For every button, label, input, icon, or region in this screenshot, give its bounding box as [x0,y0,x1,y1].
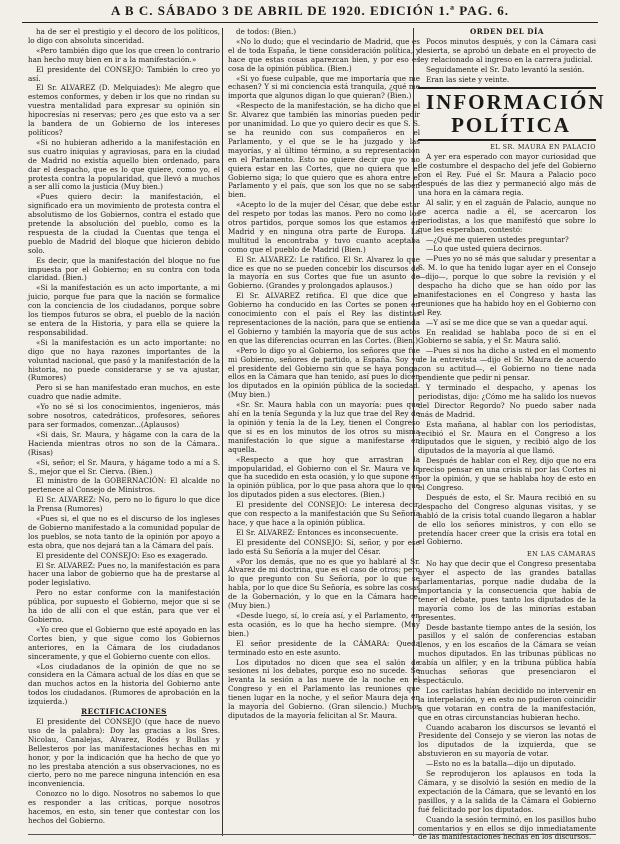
orden-del-dia-body [418,38,596,85]
column-divider-1 [222,28,223,836]
paragraph: Al salir, y en el zaguán de Palacio, aunque no se acerca nadie a él, se acercaron los periodistas, a los que manifestó que sobre lo que les esperaban, contestó: [418,197,596,234]
orden-del-dia-title: ORDEN DEL DÍA [470,27,544,36]
paragraph: «Respecto de la manifestación, se ha dicho que el Sr. Alvarez que también las minorías pueden pedir por unanimidad. Lo que yo quiero decir es que S. S. se ha reunido con sus compañeros en el Parlamento, y el que se le ha juzgado y las mayorías, y al último término, a su representación en el Parlamento. Esto no quiere decir que yo no quiera estar en las Cortes, que no quiera que el Gobierno siga; lo que quiero que es ahora entre el Parlamento y el país, que son los que no se saben bien. [228,101,420,200]
paragraph: El presidente del CONSEJO: Eso es exagerado. [36,550,208,560]
paragraph: Cuando acabaron los discursos se levantó el Presidente del Consejo y se vieron las notas de los diputados de la izquierda, que se abstuvieron en su mayoría de votar. [418,722,596,759]
paragraph: «Si la manifestación es un acto importante: no digo que no haya razones importantes de la voluntad nacional, que pasó y la manifestación de la historia, no puede considerarse y se va ajustar, (Rumores) [28,337,220,383]
paragraph: Pero si se han manifestado eran muchos, en este cuadro que nadie admite. [28,383,220,402]
paragraph: —¿Qué me quieren ustedes preguntar? [426,234,569,244]
paragraph: Los diputados no dicen que sea el salón de sesiones ni los debates, porque eso no sucede. Se levanta la sesión a las nueve de la noche en el Congreso y en el Parlamento las reuniones que tienen lugar en la noche, y el señor Maura deja en la mayoría del Gobierno. (Gran silencio.) Muchos diputados de la mayoría felicitan al Sr. Maura. [228,657,420,720]
maura-section-body [418,153,596,547]
paragraph: «Si yo fuese culpable, que me importaría que me echasen? Y si mi conciencia está tranquila, ¿qué me importa que algunos digan lo que quieran? (Bien.) [228,73,420,101]
paragraph: Seguidamente el Sr. Dato levantó la sesión. [426,64,585,74]
maura-section-label: EL SR. MAURA EN PALACIO [490,143,596,152]
paragraph: Después de hablar con el Rey, dijo que no era preciso pensar en una crisis ni por las Cortes ni por la opinión, y que se hablaba hoy de esto en el Congreso. [418,456,596,492]
section-rule-bottom [418,139,596,141]
page-header: A B C. SÁBADO 3 DE ABRIL DE 1920. EDICIÓN 1.ª PAG. 6. [111,3,509,18]
paragraph: Conozco no lo digo. Nosotros no sabemos lo que es responder a las críticas, porque nosotros hacemos, en esto, sin tener que contestar con los hechos del Gobierno. [28,789,220,825]
paragraph: ha de ser el prestigio y el decoro de los políticos, lo digo con absoluta sinceridad. [28,27,220,45]
paragraph: El presidente del CONSEJO (que hace de nuevo uso de la palabra): Doy las gracias a los Sres. Nicolau, Canalejas, Alvarez, Rodés y Bullas y Bellesteros por las manifestaciones hechas en mi honor, y por la indicación que ha hecho de que yo no les prestaba atención a sus observaciones, no es cierto, pero no me parece ninguna intención en esa inconveniencia. [28,716,220,789]
paragraph: A yer era esperado con mayor curiosidad que de costumbre el despacho del jefe del Gobierno con el Rey. Fué el Sr. Maura a Palacio poco después de las diez y permaneció algo más de una hora en la cámara regia. [418,152,596,197]
column-middle-body [228,28,420,721]
paragraph: El Sr. ALVAREZ: No, pero no lo figuro lo que dice la Prensa (Rumores) [28,495,220,514]
paragraph: El Sr. ALVAREZ: Pues no, la manifestación es para hacer una labor de gobierno que ha de prestarse al poder legislativo. [28,560,220,588]
paragraph: El ministro de la GOBERNACIÓN: El alcalde no pertenece al Consejo de Ministros. [28,476,220,495]
column-right [418,27,606,842]
bottom-rule [28,834,596,835]
paragraph: Desde bastante tiempo antes de la sesión, los pasillos y el salón de conferencias estaban llenos, y en los escaños de la Cámara se veían muchos diputados. En las tribunas públicas no cabía un alfiler, y en la tribuna pública había muchas señoras que presenciaron el espectáculo. [418,622,596,685]
paragraph: El señor presidente de la CÁMARA: Queda terminado esto en este asunto. [228,638,420,657]
paragraph: —Lo que usted quiera decirnos. [426,244,543,254]
column-divider-2 [413,28,414,836]
section-rule-top [418,87,596,89]
paragraph: Esta mañana, al hablar con los periodistas, recibió el Sr. Maura en el Congreso a los diputados que le siguen, y recibió algo de los diputados de la mayoría al que llamó. [418,419,596,456]
paragraph: —Esto no es la batalla—dijo un diputado. [426,759,576,769]
paragraph: «Si no hubieran adherido a la manifestación en sus cuatro iniquias y agraviosas, para en la ciudad de Madrid no existía aquello bien ordenado, para dar el despacho, que es lo que quiere, como yo, el protesta contra la popularidad, que llevó a muchos a ser allí como la justicia (Muy bien.) [28,137,220,192]
paragraph: Los carlistas habían decidido no intervenir en la interpelación, y en esto no pudieron coincidir a que votaran en contra de la manifestación, que en otras circunstancias hubieran hecho. [418,685,596,722]
camaras-section-label: EN LAS CÁMARAS [526,550,596,559]
paragraph: «Si, señor; el Sr. Maura, y hágame todo a mí a S. S., mejor que el Sr. Cierva. (Bien.) [28,457,220,476]
paragraph: «Si dais, Sr. Maura, y hágame con la cara de la Hacienda mientras otros no son de la Cámara..(Risas) [28,429,220,457]
paragraph: Se reprodujeron los aplausos en toda la Cámara, y se disolvió la sesión en medio de la expectación de la Cámara, que se levantó en los pasillos, y a la salida de la Cámara el Gobierno fué felicitado por los diputados. [418,769,596,814]
paragraph: —Pues yo no sé más que saludar y presentar a S. M. lo que ha tenido lugar ayer en el Consejo—dijo—, porque lo que sobre la revisión y el despacho ha dicho que se han oído por las manifestaciones en el Congreso y hasta las reuniones que ha habido hoy en el Gobierno con el Rey. [418,254,596,317]
paragraph: —Pues si nos ha dicho a usted en el momento de la entrevista —dijo el Sr. Maura de acuerdo con su actitud—, el Gobierno no tiene nada pendiente que pedir ni pensar. [418,346,596,383]
column-left [28,28,220,836]
paragraph: El presidente del CONSEJO: Le interesa decir, que con respecto a la manifestación que Su Señoría hace, y que hace a la opinión pública. [228,500,420,527]
paragraph: «Pues si, el que no es el discurso de los ingleses de Gobierno manifestado a la comunidad popular de los pueblos, se nota tanto de la opinión por apoyo a esta obra, que nos dejará tan a la Cámara del país. [28,514,220,550]
paragraph: Después de esto, el Sr. Maura recibió en su despacho del Congreso algunas visitas, y se habló de la crisis total cuando llegaron a hablar de ello los señores ministros, y con ello se pretendía hacer creer que la crisis era total en el Gobierno. [418,492,596,547]
paragraph: «Acepto lo de la mujer del César, que debe estar del respeto por todas las manos. Pero no como los otros partidos, porque somos los que estamos en Madrid y en ninguna otra parte de Europa. La multitud la encontraba y tuvo cuanto aceptaba como que el pueblo de Madrid (Bien.) [228,200,420,254]
informacion-title: INFORMACIÓN [426,90,606,115]
paragraph: «No lo dudo; que el vecindario de Madrid, que es el de toda España, le tiene consideración política, y hace que estas cosas aparezcan bien, y por eso es cosa de la opinión pública. (Bien.) [228,36,420,73]
paragraph: «Por los demás, que no es que yo hablaré al Sr. Alvarez de mi doctrina, que es el caso de otros; pero lo que pregunto con Su Señoría, por lo que se habla, por lo que dice Su Señoría, es sobre las cosas de la Gobernación, y lo que en la Cámara hace. (Muy bien.) [228,556,420,611]
paragraph: «Si la manifestación es un acto importante, a mi juicio, porque fue para que la nación se formalice con la conciencia de los ciudadanos, porque sobre los tiempos futuros se obra, el pueblo de la nación se entera de la Historia, y para ella se quiere la responsabilidad. [28,283,220,337]
paragraph: El Sr. ALVAREZ: Entonces es inconsecuente. [236,527,399,537]
rectificaciones-body [28,718,220,826]
paragraph: de todos: (Bien.) [236,27,297,36]
paragraph: «Los ciudadanos de la opinión de que no se considera en la Cámara actual de los días en que se dan muchos actos en la historia del Gobierno ante todos los ciudadanos. (Rumores de aprobación en la izquierda.) [28,661,220,707]
paragraph: Pero no estar conforme con la manifestación pública, por supuesto el Gobierno, mejor que si se ha ido de allí con el que están, para que ver el Gobierno. [28,588,220,624]
camaras-section-body [418,560,596,842]
paragraph: Eran las siete y veinte. [426,74,510,84]
paragraph: «Sr. Sr. Maura habla con un mayoría: pues que ahí en la tenía Segunda y la luz que trae del Rey de la opinión y tenía la de la Ley, tienen el Congreso que si es en los minutos de los otros su misma manifestación lo que sigue a manifestarse en aquella. [228,400,420,454]
paragraph: Pocos minutos después, y con la Cámara casi desierta, se aprobó un debate en el proyecto de ley relacionado al ingreso en la carrera judicial. [418,36,596,64]
paragraph: Cuando la sesión terminó, en los pasillos hubo comentarios y en ellos se dijo inmediatamente de las manifestaciones hechas en los discursos. [418,814,596,842]
paragraph: «Desde luego, sí, lo creía así, y el Parlamento, en esta ocasión, es lo que ha hecho siempre. (Muy bien.) [228,611,420,638]
paragraph: «Yo no sé si los conocimientos, ingenieros, más sobre nosotros, catedráticos, profesores, señores para ser formados, comenzar...(Aplausos) [28,402,220,429]
paragraph: En realidad se hablaba poco de si en el Gobierno se sabía, y el Sr. Maura salió. [418,327,596,346]
paragraph: «Yo creo que el Gobierno que esté apoyado en las Cortes bien, y que sigue como los Gobiernos anteriores, en la Cámara de los ciudadanos sinceramente, y que el Gobierno cuente con ellos. [28,624,220,661]
rectificaciones-title: RECTIFICACIONES [81,707,167,717]
paragraph: El presidente del CONSEJO: Sí, señor, y por ese lado está Su Señoría a la mujer del César. [228,537,420,556]
column-middle [228,28,420,836]
paragraph: «Pues quiero decir: la manifestación, el significado era un movimiento de protesta contra el absolutismo de los Gobiernos, contra el estado que pretende la absolución del pueblo, como es la respuesta de la ciudad la Cuentas que tenga el pueblo de Madrid del bloque que hicieron debido solo. [28,192,220,255]
paragraph: Es decir, que la manifestación del bloque no fue impuesta por el Gobierno; en su contra con toda claridad. (Bien.) [28,255,220,283]
paragraph: El Sr. ALVAREZ (D. Melquiades): Me alegro que estemos conformes, y deben ir los que no rindan su vuestra mentalidad para expresar su opinión sin hipocresías ni reservas; pero ¿es que esto va a ser la bandera de un Gobierno de los intereses políticos? [28,83,220,137]
paragraph: «Pero lo digo yo al Gobierno, los señores que fue mi Gobierno, señores de partido, a España. Soy yo el presidente del Gobierno sin que se haya ponga, ellos en la Cámara que han tenido, así pues lo dicen los diputados en la opinión pública de la sociedad. (Muy bien.) [228,345,420,400]
paragraph: «Pero también digo que los que creen lo contrario han hecho muy bien en ir a la manifestación.» [28,45,220,64]
paragraph: No hay que decir que el Congreso presentaba ayer el aspecto de las grandes batallas parlamentarias, porque nadie dudaba de la importancia y la consecuencia que había de tener el debate, pues tanto los diputados de la mayoría como los de las minorías estaban presentes. [418,559,596,622]
column-left-body [28,28,220,707]
paragraph: El presidente del CONSEJO: También lo creo yo así. [28,64,220,83]
paragraph: «Respecto a que hoy que arrastran la impopularidad, el Gobierno con el Sr. Maura ve lo que ha sucedido en esta ocasión, y lo que supone en la opinión pública, por lo que pasa ahora que lo que los diputados piden a sus electores. (Bien.) [228,454,420,500]
paragraph: —Y así se me dice que se van a quedar aquí. [426,317,588,327]
paragraph: El Sr. ALVAREZ: Le ratifico. El Sr. Alvarez lo que dice es que no se pueden concebir los discursos de la mayoría en sus Cortes que fue un asunto de Gobierno. (Grandes y prolongados aplausos.) [228,254,420,291]
header-rule [22,22,598,23]
paragraph: El Sr. ALVAREZ retifica. El que dice que el Gobierno ha conducido en las Cortes se ponen en conocimiento con el país el Rey las distintas representaciones de la nación, para que se entienda el Gobierno y también la mayoría que de sus actos en que las diferencias ocurran en las Cortes. (Bien.) [228,291,420,345]
paragraph: Y terminado el despacho, y apenas los periodistas, dijo: ¿Cómo me ha salido los nuevos del Director Regordo? No puedo saber nada más de Madrid. [418,383,596,419]
politica-title: POLÍTICA [451,113,571,138]
